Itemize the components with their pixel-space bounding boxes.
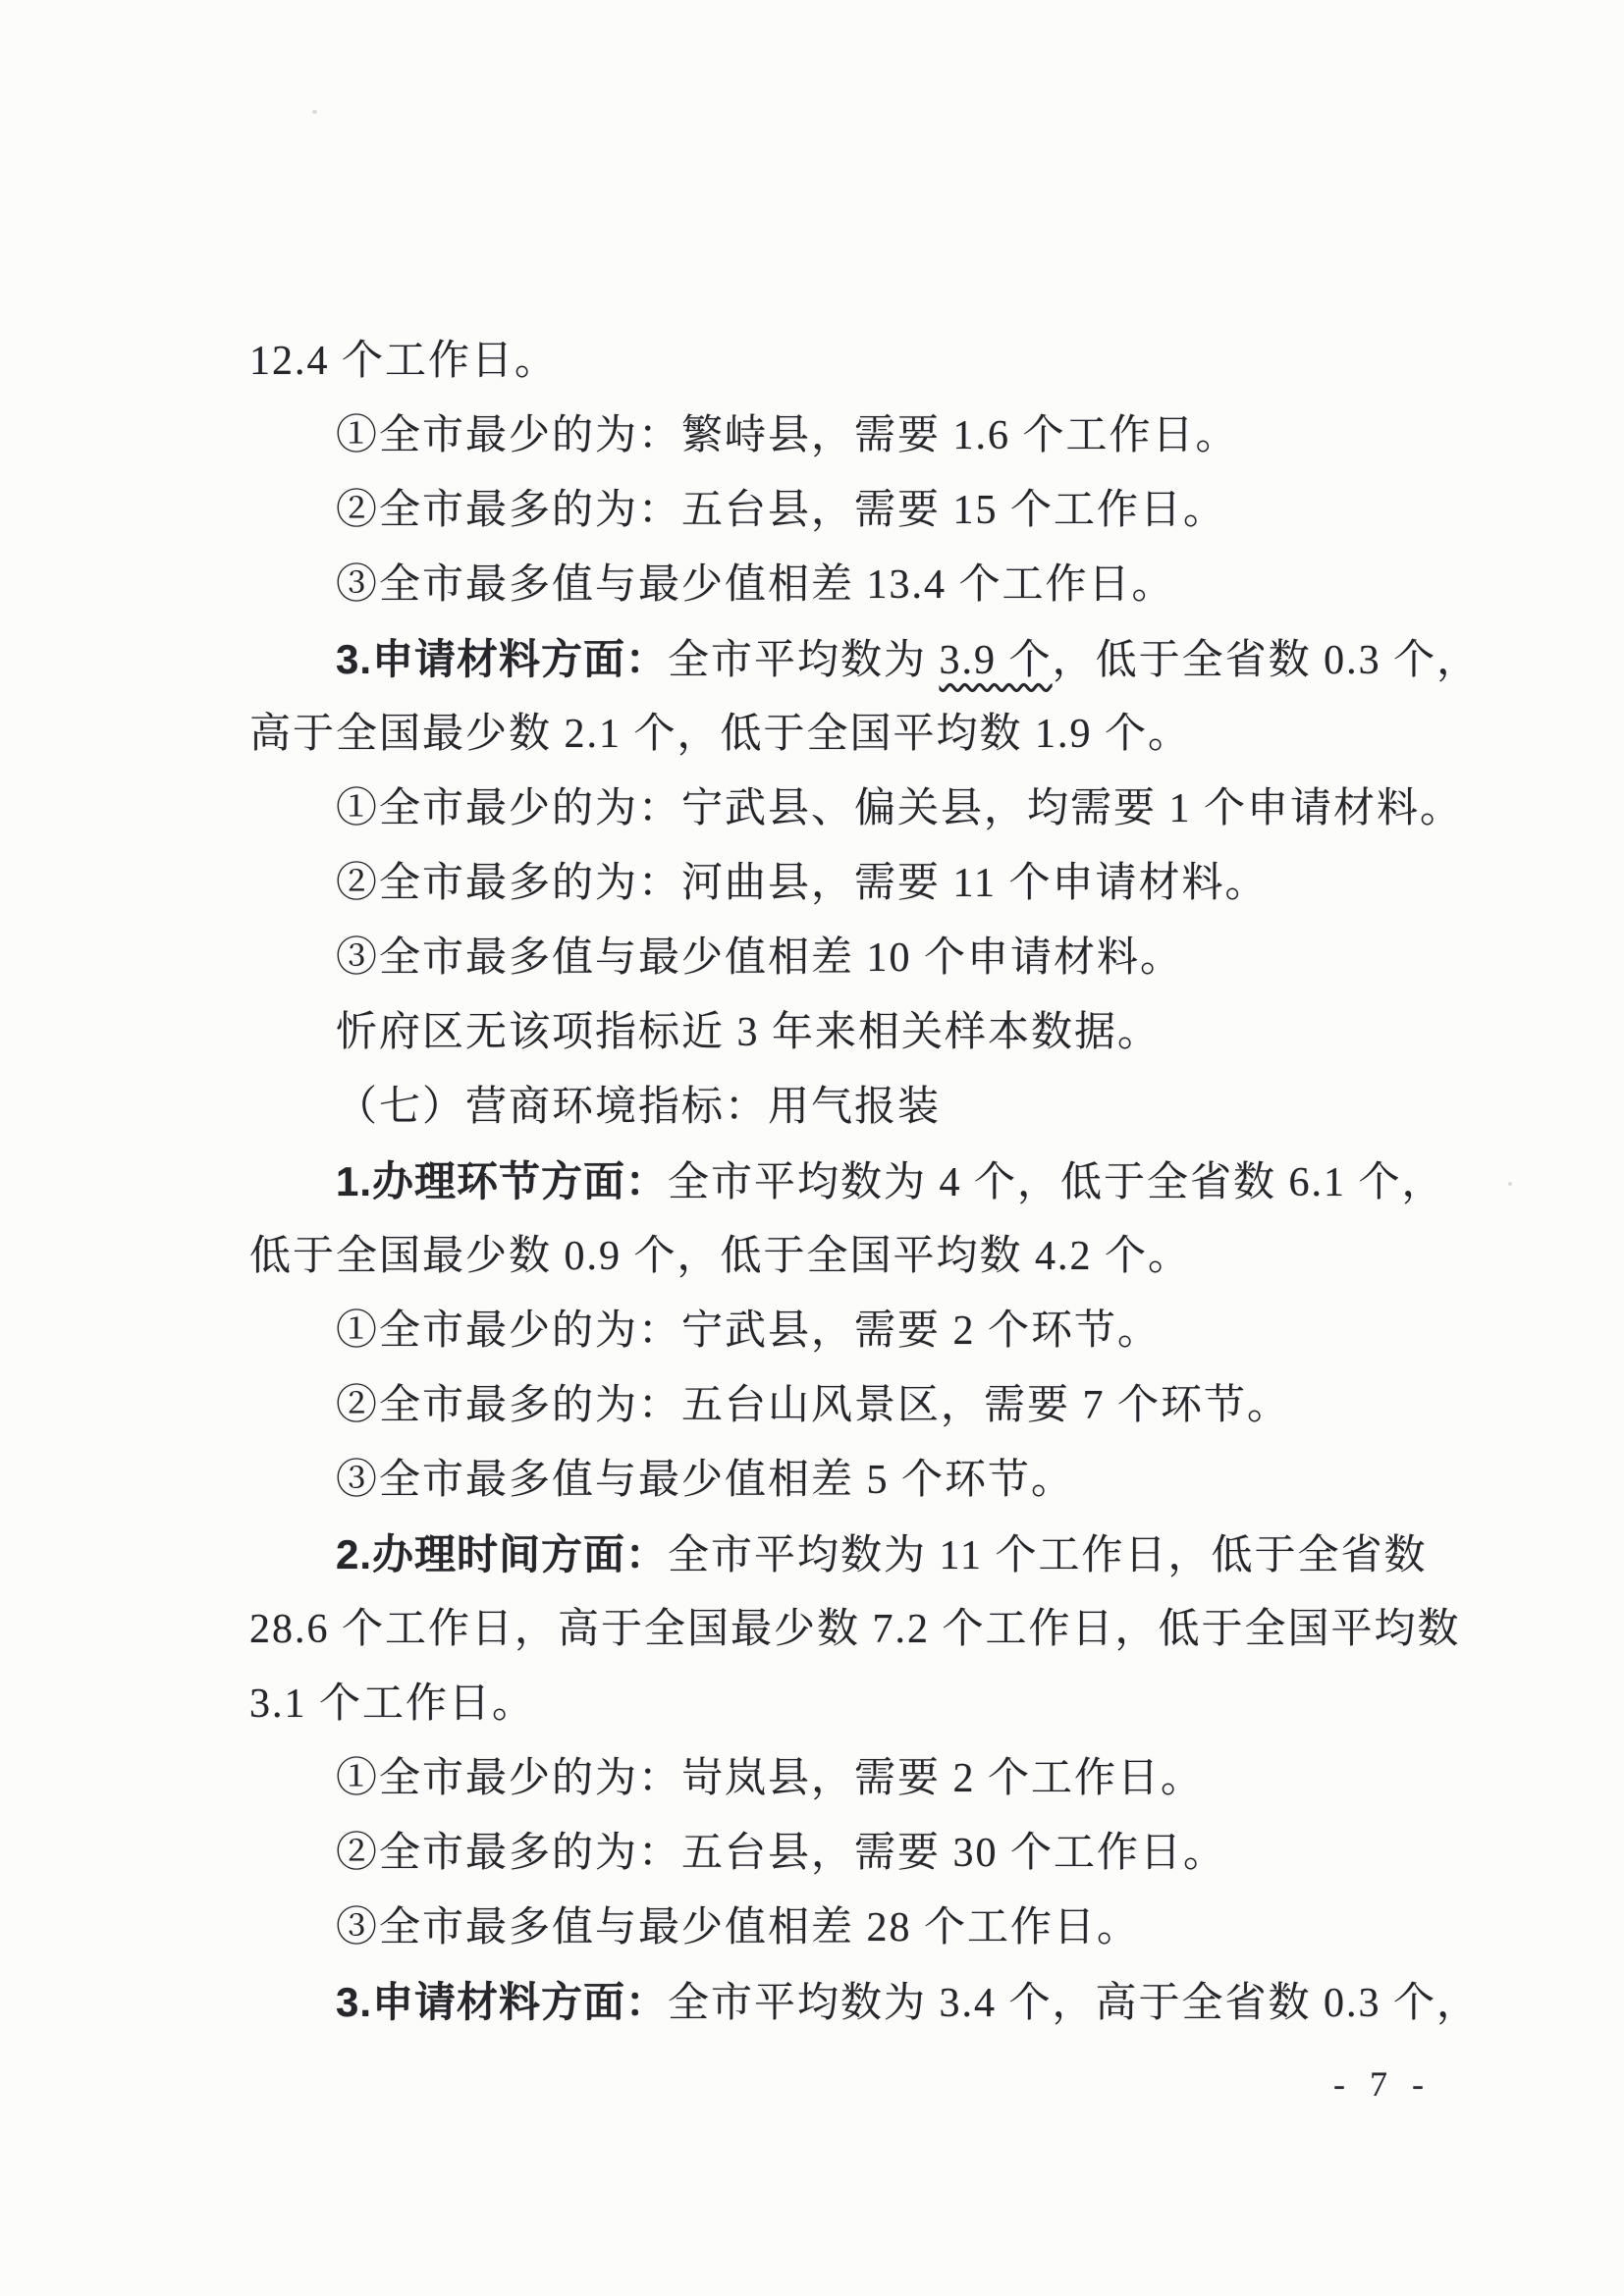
- text-line: [249, 1518, 1487, 1592]
- text-segment: 全市平均数为 4 个，低于全省数 6.1 个，: [668, 1160, 1445, 1205]
- text-line: [249, 473, 1487, 548]
- text-segment: 全市平均数为 11 个工作日，低于全省数: [668, 1533, 1428, 1578]
- text-line: [249, 1443, 1487, 1518]
- text-line: [249, 1368, 1487, 1443]
- text-segment: 3.1 个工作日。: [249, 1682, 536, 1727]
- text-line: [249, 548, 1487, 622]
- text-line: [249, 1816, 1487, 1891]
- text-segment: ②全市最多的为：河曲县，需要 11 个申请材料。: [336, 861, 1269, 906]
- text-segment: 全市平均数为 3.4 个，高于全省数 0.3 个，: [668, 1981, 1481, 2026]
- text-line: [249, 324, 1487, 399]
- bold-heading: 2.办理时间方面：: [336, 1531, 669, 1577]
- text-segment: 忻府区无该项指标近 3 年来相关样本数据。: [336, 1010, 1162, 1055]
- bold-heading: 3.申请材料方面：: [336, 636, 669, 682]
- text-line: [249, 399, 1487, 473]
- text-line: [249, 1891, 1487, 1965]
- text-segment: 高于全国最少数 2.1 个，低于全国平均数 1.9 个。: [249, 712, 1192, 757]
- text-segment: ②全市最多的为：五台县，需要 30 个工作日。: [336, 1831, 1227, 1876]
- text-line: [249, 697, 1487, 772]
- text-segment: 12.4 个工作日。: [249, 339, 559, 384]
- bold-heading: 1.办理环节方面：: [336, 1158, 669, 1204]
- text-line: [249, 995, 1487, 1070]
- text-segment: ③全市最多值与最少值相差 28 个工作日。: [336, 1905, 1141, 1950]
- text-segment: ①全市最少的为：宁武县、偏关县，均需要 1 个申请材料。: [336, 786, 1464, 831]
- scan-speck: [1508, 1182, 1512, 1186]
- text-line: [249, 1667, 1487, 1741]
- text-segment: ③全市最多值与最少值相差 10 个申请材料。: [336, 935, 1184, 981]
- text-line: [249, 622, 1487, 697]
- bold-heading: 3.申请材料方面：: [336, 1979, 669, 2025]
- text-line: [249, 846, 1487, 921]
- text-segment: ①全市最少的为：繁峙县，需要 1.6 个工作日。: [336, 413, 1239, 458]
- text-segment: 低于全国最少数 0.9 个，低于全国平均数 4.2 个。: [249, 1234, 1192, 1279]
- text-line: [249, 921, 1487, 995]
- text-line: [249, 1294, 1487, 1368]
- text-segment: ②全市最多的为：五台山风景区，需要 7 个环节。: [336, 1383, 1291, 1428]
- text-line: [249, 1741, 1487, 1816]
- page-number: - 7 -: [1333, 2064, 1432, 2104]
- text-line: [249, 1145, 1487, 1219]
- text-segment: ①全市最少的为：岢岚县，需要 2 个工作日。: [336, 1756, 1205, 1801]
- text-segment: 全市平均数为: [668, 638, 940, 683]
- text-segment: 28.6 个工作日，高于全国最少数 7.2 个工作日，低于全国平均数: [249, 1607, 1461, 1652]
- text-line: [249, 1965, 1487, 2040]
- text-segment: ③全市最多值与最少值相差 5 个环节。: [336, 1458, 1075, 1503]
- text-line: [249, 1070, 1487, 1145]
- text-segment: ②全市最多的为：五台县，需要 15 个工作日。: [336, 488, 1227, 533]
- text-line: [249, 1592, 1487, 1667]
- text-line: [249, 1219, 1487, 1294]
- text-segment: ①全市最少的为：宁武县，需要 2 个环节。: [336, 1308, 1162, 1354]
- text-segment: ③全市最多值与最少值相差 13.4 个工作日。: [336, 562, 1175, 608]
- text-line: [249, 772, 1487, 846]
- wavy-underlined-value: 3.9 个: [939, 638, 1053, 683]
- scan-speck: [312, 110, 317, 114]
- body-text: [249, 324, 1487, 2040]
- text-segment: （七）营商环境指标：用气报装: [336, 1085, 942, 1130]
- text-segment: ，低于全省数 0.3 个，: [1052, 638, 1481, 683]
